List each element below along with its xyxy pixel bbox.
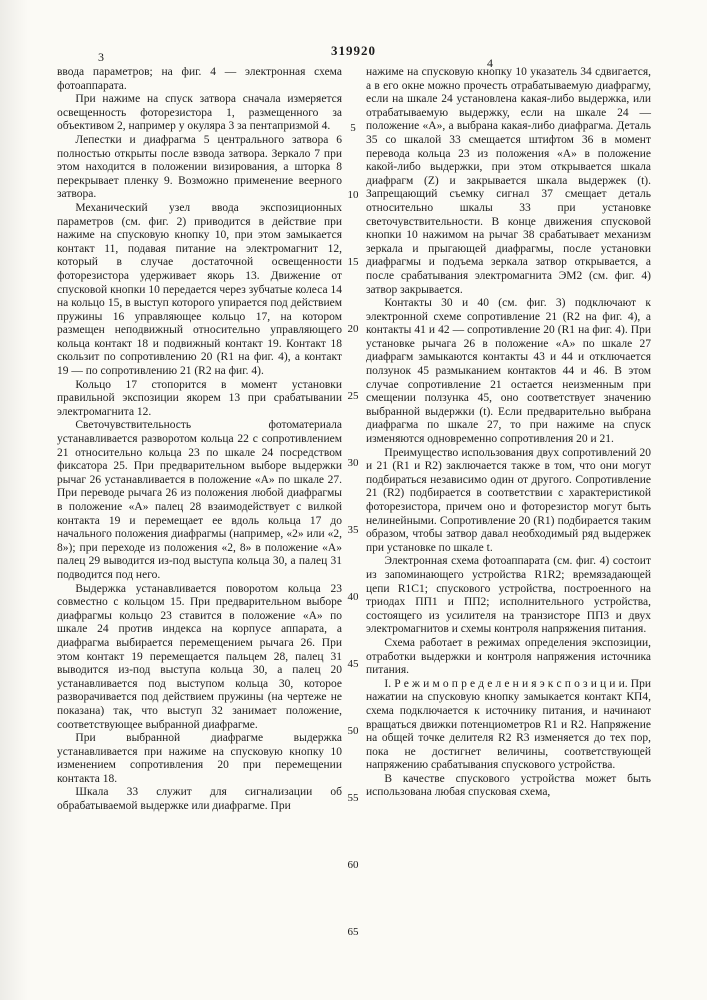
line-number: 15 <box>347 256 359 268</box>
line-number: 60 <box>347 859 359 871</box>
paragraph: При нажиме на спуск затвора сначала измеряется освещенность фоторезистора 1, размещенного за объективом 2, например у окуляра 3 за пентапризмой 4. <box>57 93 342 133</box>
line-number: 65 <box>347 926 359 938</box>
line-number: 40 <box>347 591 359 603</box>
paragraph: Преимущество использования двух сопротивлений 20 и 21 (R1 и R2) заключается также в том, что они могут подбираться независимо один от другого. Сопротивление 21 (R2) подбирается в соответствии с характеристикой фоторезистора, причем оно и фоторезистор могут быть нелинейными. Сопротивление 20 (R1) подбирается таким образом, чтобы затвор давал необходимый ряд выдержек при установке по шкале t. <box>366 446 651 554</box>
paragraph: Схема работает в режимах определения экспозиции, отработки выдержки и контроля напряжения источника питания. <box>366 636 651 677</box>
paragraph: Электронная схема фотоаппарата (см. фиг. 4) состоит из запоминающего устройства R1R2; времязадающей цепи R1C1; спускового устройства, построенного на триодах ПП1 и ПП2; исполнительного устройства, состоящего из усилителя на транзисторе ПП3 и двух электромагнитов и схемы контроля напряжения питания. <box>366 555 651 636</box>
paragraph: Лепестки и диафрагма 5 центрального затвора 6 полностью открыты после взвода затвора. Зеркало 7 при этом находится в положении визирования, а шторка 8 перекрывает пленку 9. Возможно применение веерного затвора. <box>57 133 342 201</box>
left-text-column <box>57 66 342 814</box>
paragraph: ввода параметров; на фиг. 4 — электронная схема фотоаппарата. <box>57 66 342 92</box>
paragraph: Кольцо 17 стопорится в момент установки правильной экспозиции якорем 13 при срабатывании электромагнита 12. <box>57 378 342 418</box>
paragraph: Шкала 33 служит для сигнализации об обрабатываемой выдержке или диафрагме. При <box>57 786 342 813</box>
paragraph: Выдержка устанавливается поворотом кольца 23 совместно с кольцом 15. При предварительном выборе диафрагмы кольцо 23 ставится в положение «А» по шкале 24 против индекса на корпусе аппарата, а диафрагма выбирается перемещением рычага 26. При этом контакт 19 перемещается пальцем 28, палец 31 выводится из-под выступа кольца 30, а палец 20 устанавливается под выступом кольца 30, которое разворачивается под действием пружины (на чертеже не показана) так, что выступ 32 занимает положение, соответствующее выбранной диафрагме. <box>57 582 342 731</box>
patent-number: 319920 <box>331 43 376 58</box>
paragraph: В качестве спускового устройства может быть использована любая спусковая схема, <box>366 772 651 799</box>
left-column-page-number: 3 <box>98 50 104 64</box>
right-column-page-number: 4 <box>487 56 493 70</box>
paragraph: При выбранной диафрагме выдержка устанавливается при нажиме на спусковую кнопку 10 изменением сопротивления 20 при перемещении контакта 18. <box>57 732 342 785</box>
line-number: 50 <box>347 725 359 737</box>
line-number: 10 <box>347 189 359 201</box>
right-text-column <box>366 66 651 800</box>
line-number: 25 <box>347 390 359 402</box>
line-number: 20 <box>347 323 359 335</box>
line-number: 30 <box>347 457 359 469</box>
line-number: 5 <box>350 122 356 134</box>
paragraph: I. Р е ж и м о п р е д е л е н и я э к с п о з и ц и и. При нажатии на спусковую кнопку замыкается контакт КП4, схема подключается к источнику питания, и начинают вращаться движки потенциометров R1 и R2. Напряжение на общей точке делителя R2 R3 изменяется до тех пор, пока не достигнет величины, соответствующей напряжению срабатывания спускового устройства. <box>366 677 651 772</box>
paragraph: Контакты 30 и 40 (см. фиг. 3) подключают к электронной схеме сопротивление 21 (R2 на фиг. 4), а контакты 41 и 42 — сопротивление 20 (R1 на фиг. 4). При установке рычага 26 в положение «А» по шкале 27 диафрагм замыкаются контакты 43 и 44 и отключается ползунок 45 размыканием контактов 44 и 46. В этом случае сопротивление 21 остается неизменным при смещении ползунка 45, оно соответствует значению выбранной выдержки (t). Если предварительно выбрана диафрагма по шкале 27, то при нажиме на спуск изменяются одновременно сопротивления 20 и 21. <box>366 297 651 446</box>
paragraph: нажиме на спусковую кнопку 10 указатель 34 сдвигается, а в его окне можно прочесть отрабатываемую диафрагму, если на шкале 24 установлена какая-либо выдержка, или отрабатываемую выдержку, если на шкале 24 — положение «А», а выбрана какая-либо диафрагма. Деталь 35 со шкалой 33 смещается штифтом 36 в момент перевода кольца 23 из положения «А» в положение какой-либо выдержки, при этом открывается шкала диафрагм (Z) и закрывается шкала выдержек (t). Запрещающий съемку сигнал 37 смещает деталь относительно шкалы 33 при установке светочувствительности. В конце движения спусковой кнопки 10 нажимом на рычаг 38 срабатывает механизм зеркала и прыгающей диафрагмы, после установки диафрагмы и подъема зеркала затвор открывается, а после срабатывания электромагнита ЭМ2 (см. фиг. 4) затвор закрывается. <box>366 66 651 296</box>
paragraph: Механический узел ввода экспозиционных параметров (см. фиг. 2) приводится в действие при нажиме на спусковую кнопку 10, при этом замыкается контакт 11, подавая питание на электромагнит 12, который в случае достаточной освещенности фоторезистора удерживает якорь 13. Движение от спусковой кнопки 10 передается через зубчатые колеса 14 на кольцо 15, в выступ которого упирается под действием пружины 16 управляющее кольцо 17, на котором размещен неподвижный относительно управляющего кольца контакт 18 и подвижный контакт 19. Контакт 18 скользит по сопротивлению 20 (R1 на фиг. 4), а контакт 19 — по сопротивлению 21 (R2 на фиг. 4). <box>57 201 342 378</box>
line-number: 55 <box>347 792 359 804</box>
paragraph: Светочувствительность фотоматериала устанавливается разворотом кольца 22 с сопротивлением 21 относительно кольца 23 по шкале 24 посредством фиксатора 25. При предварительном выборе выдержки рычаг 26 устанавливается в положение «А» по шкале 27. При переводе рычага 26 из положения любой диафрагмы в положение «А» палец 28 взаимодействует с вилкой контакта 19 и перемещает ее вдоль кольца 17 до начального положения диафрагмы (например, «2» или «2, 8»); при переходе из положения «2, 8» в положение «А» палец 29 выводится из-под выступа кольца 30, а палец 31 подводится под него. <box>57 419 342 581</box>
line-number-gutter <box>341 122 365 938</box>
line-number: 45 <box>347 658 359 670</box>
line-number: 35 <box>347 524 359 536</box>
